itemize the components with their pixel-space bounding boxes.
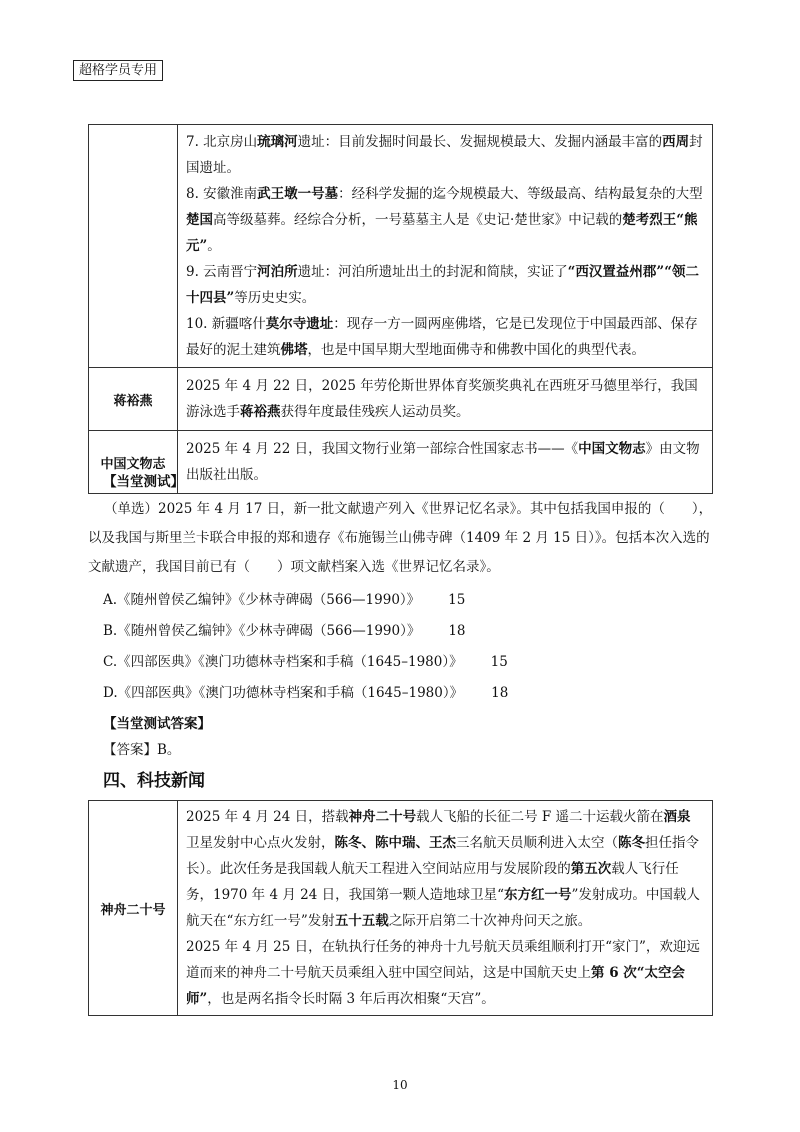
table-culture bbox=[88, 124, 713, 494]
relics-list-cell bbox=[178, 125, 713, 368]
quiz-option-b: B.《随州曾侯乙编钟》《少林寺碑碣（566—1990）》 18 bbox=[103, 623, 466, 639]
table-row bbox=[89, 368, 713, 431]
table-row bbox=[89, 125, 713, 368]
table-row bbox=[89, 801, 713, 1016]
quiz-answer-heading: 【当堂测试答案】 bbox=[103, 716, 211, 732]
relic-item-10: 10. 新疆喀什莫尔寺遗址：现存一方一圆两座佛塔，它是已发现位于中国最西部、保存最好的泥土建筑佛塔，也是中国早期大型地面佛寺和佛教中国化的典型代表。 bbox=[186, 316, 698, 358]
shenzhou-paragraph-2: 2025 年 4 月 25 日，在轨执行任务的神舟十九号航天员乘组顺利打开“家门”，欢迎远道而来的神舟二十号航天员乘组入驻中国空间站，这是中国航天史上第 6 次“太空会师”，也是两名指令长时隔 3 年后再次相聚“天宫”。 bbox=[186, 939, 700, 1007]
relic-item-9: 9. 云南晋宁河泊所遗址：河泊所遗址出土的封泥和简牍，实证了“西汉置益州郡”“领二十四县”等历史史实。 bbox=[186, 264, 699, 306]
quiz-option-a: A.《随州曾侯乙编钟》《少林寺碑碣（566—1990）》 15 bbox=[103, 592, 466, 608]
table-tech bbox=[88, 800, 713, 1016]
quiz-question: （单选）2025 年 4 月 17 日，新一批文献遗产列入《世界记忆名录》。其中包括我国申报的（ ），以及我国与斯里兰卡联合申报的郑和遗存《布施锡兰山佛寺碑（1409 年 2 月 15 日）》。包括本次入选的文献遗产，我国目前已有（ ）项文献档案入选《世界记忆名录》。 bbox=[88, 501, 713, 575]
quiz-answer: 【答案】B。 bbox=[103, 742, 181, 758]
quiz-option-d: D.《四部医典》《澳门功德林寺档案和手稿（1645–1980）》 18 bbox=[103, 685, 509, 701]
header-tag: 超格学员专用 bbox=[73, 60, 163, 81]
relic-item-8: 8. 安徽淮南武王墩一号墓：经科学发掘的迄今规模最大、等级最高、结构最复杂的大型楚国高等级墓葬。经综合分析，一号墓墓主人是《史记·楚世家》中记载的楚考烈王“熊元”。 bbox=[186, 186, 703, 254]
row-content-jiang-yuyan: 2025 年 4 月 22 日，2025 年劳伦斯世界体育奖颁奖典礼在西班牙马德里举行，我国游泳选手蒋裕燕获得年度最佳残疾人运动员奖。 bbox=[178, 368, 713, 431]
page-number: 10 bbox=[392, 1078, 408, 1092]
section-title-tech-news: 四、科技新闻 bbox=[103, 771, 205, 791]
row-content-shenzhou-20 bbox=[178, 801, 713, 1016]
shenzhou-paragraph-1: 2025 年 4 月 24 日，搭载神舟二十号载人飞船的长征二号 F 遥二十运载火箭在酒泉卫星发射中心点火发射，陈冬、陈中瑞、王杰三名航天员顺利进入太空（陈冬担任指令长）。此次任务是我国载人航天工程进入空间站应用与发展阶段的第五次载人飞行任务，1970 年 4 月 24 日，我国第一颗人造地球卫星“东方红一号”发射成功。中国载人航天在“东方红一号”发射五十五载之际开启第二十次神舟问天之旅。 bbox=[186, 809, 700, 929]
row-label-cultural-relics: 中国文物志 bbox=[89, 431, 178, 494]
quiz-option-c: C.《四部医典》《澳门功德林寺档案和手稿（1645–1980）》 15 bbox=[103, 654, 508, 670]
row-label-empty bbox=[89, 125, 178, 368]
quiz-heading: 【当堂测试】 bbox=[103, 474, 184, 490]
row-label-shenzhou-20: 神舟二十号 bbox=[89, 801, 178, 1016]
relic-item-7: 7. 北京房山琉璃河遗址：目前发掘时间最长、发掘规模最大、发掘内涵最丰富的西周封国遗址。 bbox=[186, 134, 703, 176]
row-content-cultural-relics: 2025 年 4 月 22 日，我国文物行业第一部综合性国家志书——《中国文物志》由文物出版社出版。 bbox=[178, 431, 713, 494]
row-label-jiang-yuyan: 蒋裕燕 bbox=[89, 368, 178, 431]
